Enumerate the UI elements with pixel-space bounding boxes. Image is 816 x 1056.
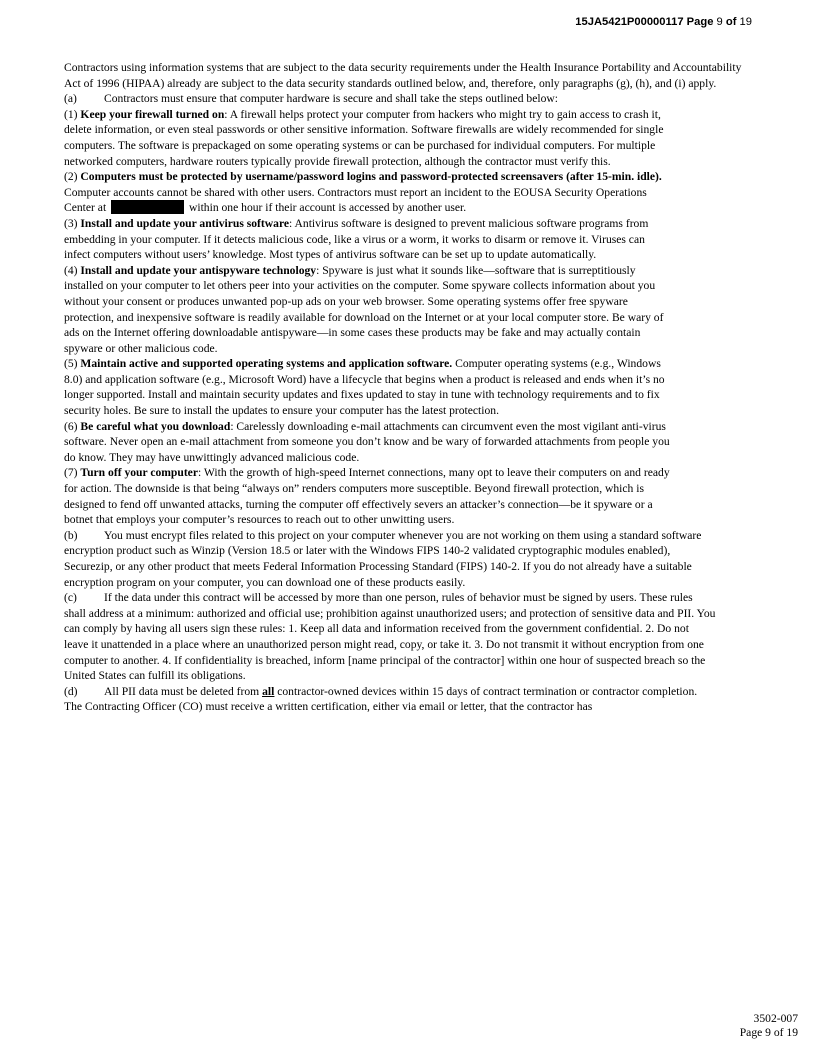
document-id: 15JA5421P00000117 <box>575 16 684 28</box>
page-header <box>575 16 752 28</box>
form-number: 3502-007 <box>753 1012 798 1025</box>
section-c <box>64 590 716 684</box>
page-number: 9 <box>716 16 723 28</box>
item-number: (2) <box>64 170 81 184</box>
list-item-turn-off <box>64 465 672 527</box>
item-title: Install and update your antispyware technology <box>80 263 317 277</box>
list-item-firewall <box>64 107 672 169</box>
list-item-operating-systems <box>64 356 672 418</box>
footer-page-label: Page 9 of 19 <box>739 1026 798 1039</box>
item-title: Be careful what you download <box>80 419 231 433</box>
item-number: (7) <box>64 466 81 480</box>
item-body: : A firewall helps protect your computer from hackers who might try to gain access to crash it, delete information, or even steal passwords or other sensitive information. Software firewalls are widely recommended for single computers. The software is prepackaged on some operating systems or can be purchased for individual computers. For multiple networked computers, hardware routers typically provide firewall protection, although the contractor must verify this. <box>64 107 664 168</box>
intro-paragraph: Contractors using information systems that are subject to the data security requirements under the Health Insurance Portability and Accountability Act of 1996 (HIPAA) already are subject to the data security standards outlined below, and, therefore, only paragraphs (g), (h), and (i) apply. <box>64 61 742 90</box>
section-a-label: (a) <box>64 92 77 106</box>
item-body: : Antivirus software is designed to prevent malicious software programs from embedding in your computer. If it detects malicious code, like a virus or a worm, it works to disarm or remove it. Viruses can infect computers without users’ knowledge. Most types of antivirus software can be set up to update automatically. <box>64 216 649 262</box>
item-body: : Spyware is just what it sounds like—software that is surreptitiously installed on your computer to let others peer into your activities on the computer. Some spyware collects information about you without your consent or produces unwanted pop-up ads on your web browser. Some operating systems offer free spyware protection, and inexpensive software is readily available for download on the Internet or at your local computer store. Be wary of ads on the Internet offering downloadable antispyware—in some cases these products may be fake and may actually contain spyware or other malicious code. <box>64 263 664 355</box>
section-b-text: You must encrypt files related to this project on your computer whenever you are not working on them using a standard software encryption product such as Winzip (Version 18.5 or later with the Windows FIPS 140-2 validated cryptographic modules enabled), Securezip, or any other product that meets Federal Information Processing Standard (FIPS) 140-2. If you do not already have a suitable encryption program on your computer, you can download one of these products easily. <box>64 528 702 589</box>
item-title: Turn off your computer <box>80 466 198 480</box>
document-body <box>64 60 754 715</box>
item-number: (3) <box>64 216 81 230</box>
item-body: : With the growth of high-speed Internet connections, many opt to leave their computers on and ready for action. The downside is that being “always on” renders computers more susceptible. Beyond firewall protection, which is designed to fend off unwanted attacks, turning the computer off effectively severs an attacker’s connection—be it spyware or a botnet that employs your computer’s resources to reach out to other unwitting users. <box>64 466 670 527</box>
item-number: (6) <box>64 419 81 433</box>
item-title: Keep your firewall turned on <box>80 107 225 121</box>
section-d-text: All PII data must be deleted from <box>104 684 263 698</box>
item-title: Computers must be protected by username/password logins and password-protected screensavers (after 15-min. idle). <box>80 170 662 184</box>
list-item-antivirus <box>64 216 672 263</box>
item-body: Computer operating systems (e.g., Windows 8.0) and application software (e.g., Microsoft Word) have a lifecycle that begins when a product is released and ends when it’s no longer supported. Install and maintain security updates and fixes updated to stay in tune with technology requirements and to fix security holes. Be sure to install the updates to ensure your computer has the latest protection. <box>64 357 665 418</box>
list-item-antispyware <box>64 263 672 357</box>
item-number: (4) <box>64 263 81 277</box>
page-footer <box>740 1012 798 1040</box>
item-title: Install and update your antivirus software <box>80 216 290 230</box>
section-b <box>64 528 716 590</box>
list-item-passwords <box>64 169 672 216</box>
of-word: of <box>725 16 737 28</box>
section-c-label: (c) <box>64 591 77 605</box>
item-body-continued: within one hour if their account is accessed by another user. <box>188 201 467 215</box>
section-a-heading <box>64 91 754 107</box>
item-body: Computer accounts cannot be shared with other users. Contractors must report an incident to the EOUSA Security Operations Center at <box>64 185 647 215</box>
section-d-emphasis: all <box>262 684 275 698</box>
section-d <box>64 684 716 715</box>
item-number: (5) <box>64 357 81 371</box>
item-title: Maintain active and supported operating systems and application software. <box>80 357 453 371</box>
item-body: : Carelessly downloading e-mail attachments can circumvent even the most vigilant anti-virus software. Never open an e-mail attachment from someone you don’t know and be wary of forwarded attachments from people you do know. They may have unwittingly advanced malicious code. <box>64 419 670 464</box>
section-a-text: Contractors must ensure that computer hardware is secure and shall take the steps outlined below: <box>104 92 558 106</box>
page-word: Page <box>686 16 714 28</box>
page-total: 19 <box>739 16 752 28</box>
redaction-box <box>111 200 184 214</box>
section-d-text-continued: contractor-owned devices within 15 days of contract termination or contractor completion. The Contracting Officer (CO) must receive a written certification, either via email or letter, that the contractor has <box>64 684 698 714</box>
list-item-downloads <box>64 419 672 466</box>
section-c-text: If the data under this contract will be accessed by more than one person, rules of behavior must be signed by users. These rules shall address at a minimum: authorized and official use; prohibition against unauthorized users; and protection of sensitive data and PII. You can comply by having all users sign these rules: 1. Keep all data and information received from the government confidential. 2. Do not leave it unattended in a place where an unauthorized person might read, copy, or take it. 3. Do not transmit it without encryption from one computer to another. 4. If confidentiality is breached, inform [name principal of the contractor] within one hour of suspected breach so the United States can fulfill its obligations. <box>64 591 716 683</box>
section-d-label: (d) <box>64 684 78 698</box>
section-b-label: (b) <box>64 528 78 542</box>
item-number: (1) <box>64 107 81 121</box>
